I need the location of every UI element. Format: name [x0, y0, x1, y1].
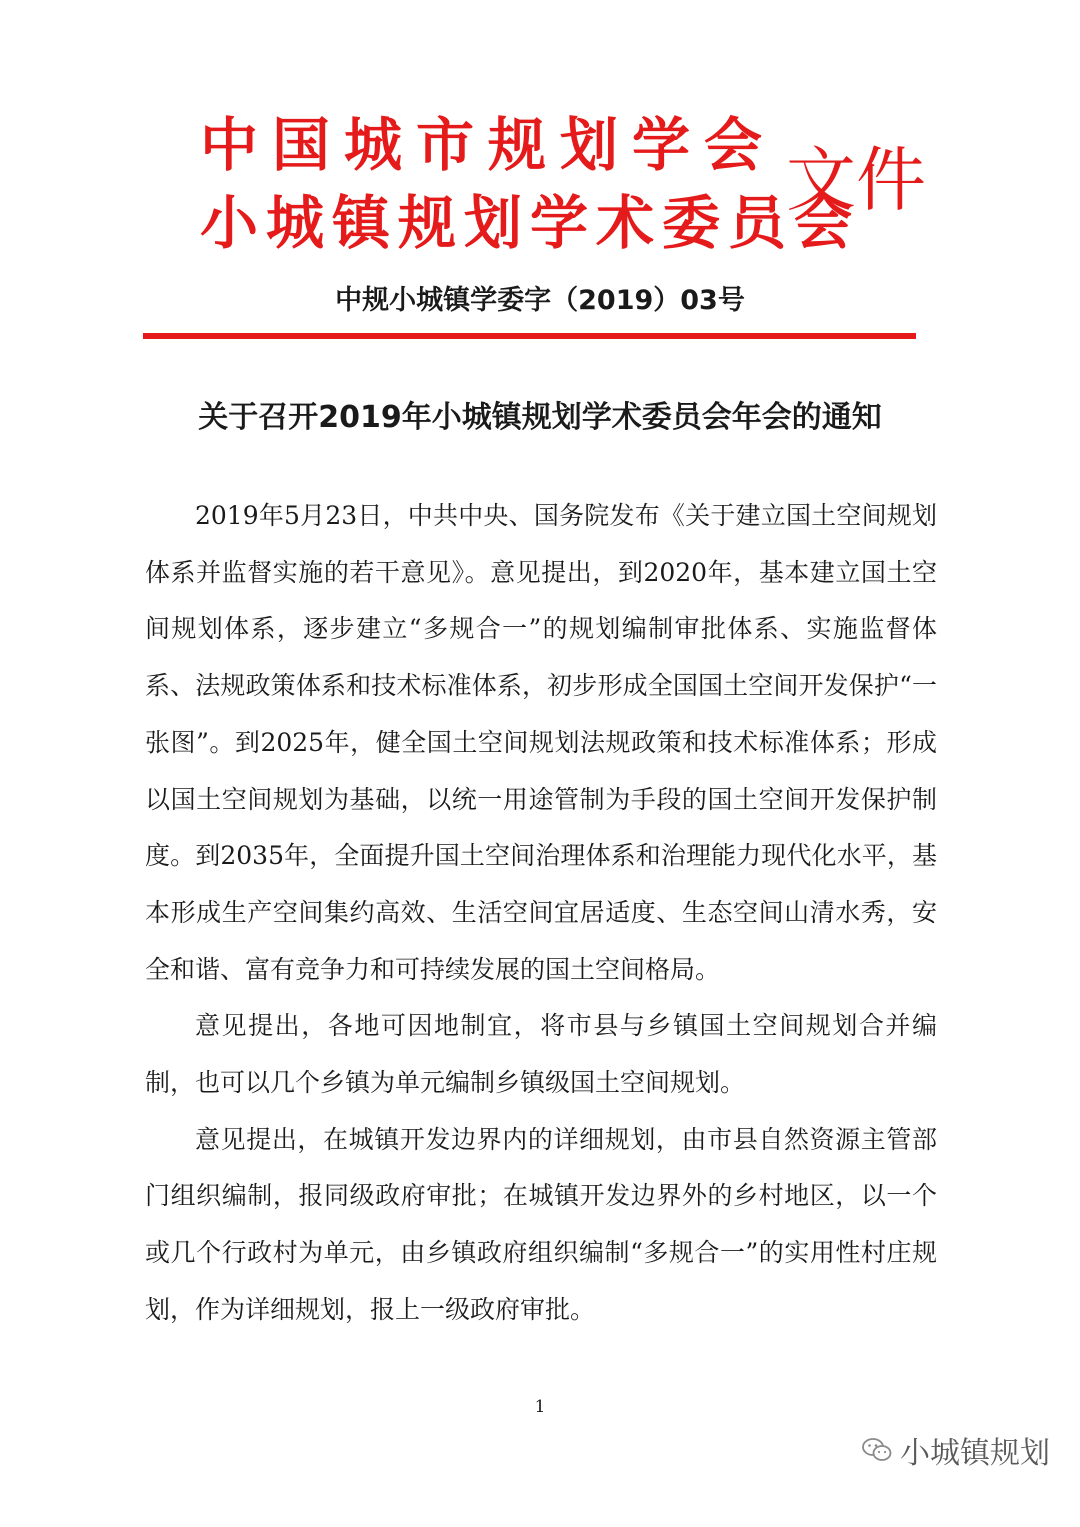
body-paragraph-1: 2019年5月23日，中共中央、国务院发布《关于建立国土空间规划体系并监督实施的若干意见》。意见提出，到2020年，基本建立国土空间规划体系，逐步建立“多规合一”的规划编制审批体系、实施监督体系、法规政策体系和技术标准体系，初步形成全国国土空间开发保护“一张图”。到2025年，健全国土空间规划法规政策和技术标准体系；形成以国土空间规划为基础，以统一用途管制为手段的国土空间开发保护制度。到2035年，全面提升国土空间治理体系和治理能力现代化水平，基本形成生产空间集约高效、生活空间宜居适度、生态空间山清水秀，安全和谐、富有竞争力和可持续发展的国土空间格局。: [145, 501, 937, 984]
watermark-text: 小城镇规划: [900, 1436, 1050, 1471]
red-header-divider: [143, 333, 916, 339]
document-type-label: 文件: [786, 139, 926, 221]
notice-body: [145, 488, 937, 1339]
account-watermark: [862, 1428, 1050, 1472]
issuer-name-line-2: 小城镇规划学术委员会: [200, 189, 861, 257]
body-paragraph-2: 意见提出，各地可因地制宜，将市县与乡镇国土空间规划合并编制，也可以几个乡镇为单元编制乡镇级国土空间规划。: [145, 1011, 937, 1098]
document-number: 中规小城镇学委字（2019）03号: [335, 285, 745, 316]
wechat-icon: [862, 1437, 892, 1463]
issuer-name-line-1: 中国城市规划学会: [200, 111, 777, 179]
page-number: 1: [534, 1397, 546, 1417]
notice-title: 关于召开2019年小城镇规划学术委员会年会的通知: [198, 400, 882, 435]
body-paragraph-3: 意见提出，在城镇开发边界内的详细规划，由市县自然资源主管部门组织编制，报同级政府审批；在城镇开发边界外的乡村地区，以一个或几个行政村为单元，由乡镇政府组织编制“多规合一”的实用性村庄规划，作为详细规划，报上一级政府审批。: [145, 1124, 937, 1324]
